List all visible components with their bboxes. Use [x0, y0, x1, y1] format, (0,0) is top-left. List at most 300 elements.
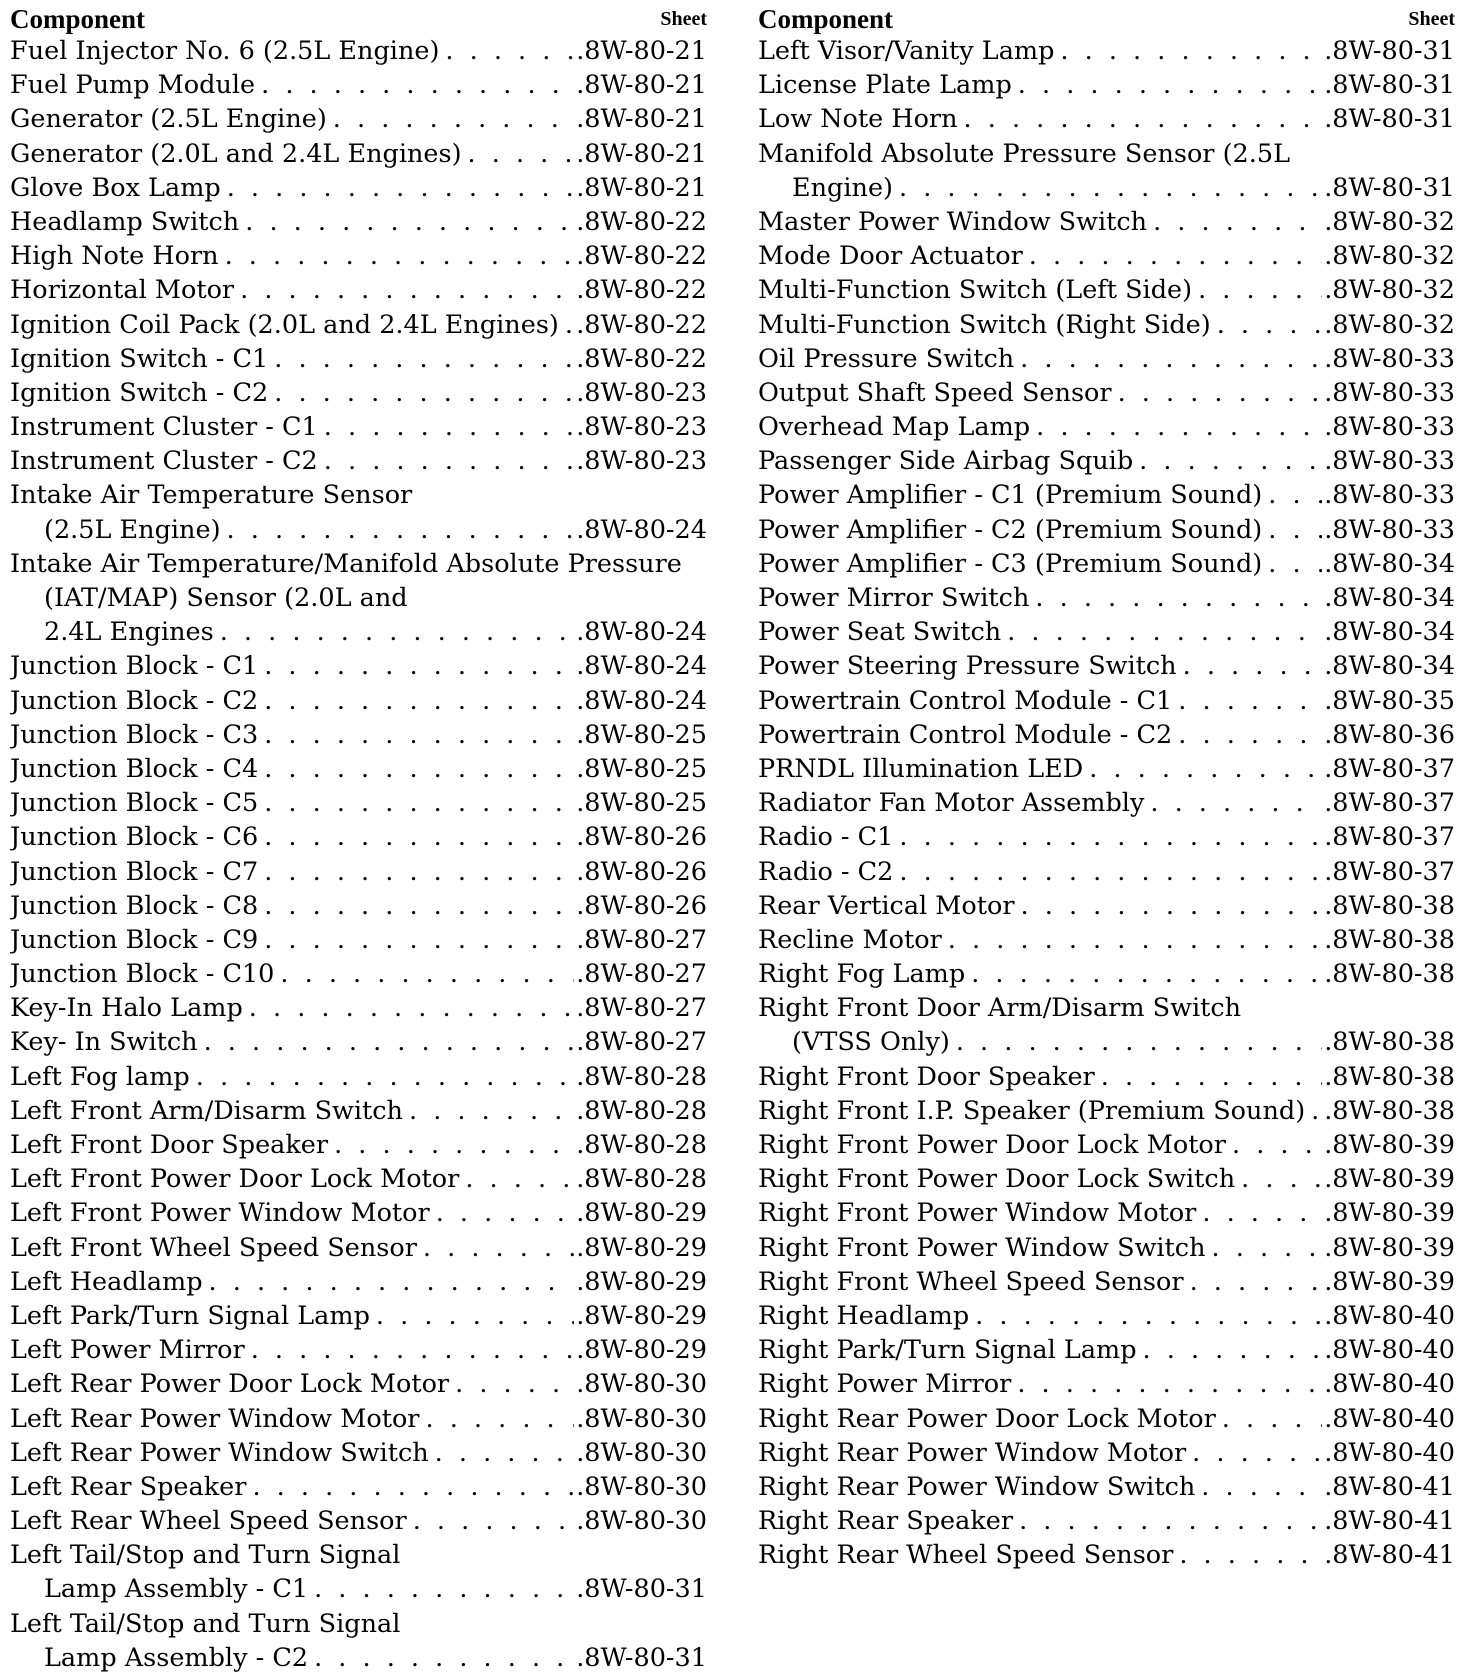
index-entry	[758, 1538, 1455, 1572]
sheet-number: .8W-80-31	[576, 1574, 707, 1605]
index-entry	[10, 1436, 707, 1470]
component-name: Left Power Mirror	[10, 1335, 245, 1366]
column-header	[10, 0, 707, 34]
component-name: 2.4L Engines	[44, 617, 214, 648]
index-entry	[758, 820, 1455, 854]
dot-leader	[964, 102, 1323, 136]
dot-leader	[971, 957, 1322, 991]
entry-row	[758, 1265, 1455, 1299]
sheet-number: .8W-80-29	[576, 1335, 707, 1366]
component-name: Radio - C1	[758, 822, 894, 853]
component-name: Junction Block - C4	[10, 753, 259, 784]
component-name: Right Rear Power Door Lock Motor	[758, 1403, 1216, 1434]
dot-leader	[1202, 1196, 1322, 1230]
sheet-number: .8W-80-24	[576, 651, 707, 682]
sheet-number: .8W-80-33	[1324, 480, 1455, 511]
sheet-number: .8W-80-26	[576, 890, 707, 921]
entry-row	[758, 1367, 1455, 1401]
dot-leader	[209, 1265, 575, 1299]
component-name: Junction Block - C2	[10, 685, 259, 716]
dot-leader	[1150, 786, 1322, 820]
component-name: (2.5L Engine)	[44, 514, 221, 545]
component-name: Powertrain Control Module - C2	[758, 719, 1173, 750]
index-entry	[10, 34, 707, 68]
index-entry	[758, 1299, 1455, 1333]
index-entry	[758, 1436, 1455, 1470]
sheet-number: .8W-80-27	[576, 924, 707, 955]
index-entry	[10, 1402, 707, 1436]
dot-leader	[1089, 752, 1322, 786]
entry-row	[758, 1231, 1455, 1265]
dot-leader	[264, 820, 574, 854]
entry-row	[10, 1367, 707, 1401]
dot-leader	[413, 1504, 574, 1538]
entry-row	[10, 376, 707, 410]
entry-row	[10, 1025, 707, 1059]
dot-leader	[204, 1025, 575, 1059]
component-name-line: (IAT/MAP) Sensor (2.0L and	[44, 583, 408, 613]
sheet-number: .8W-80-41	[1324, 1540, 1455, 1571]
component-name: Left Headlamp	[10, 1266, 203, 1297]
component-name: Power Seat Switch	[758, 617, 1002, 648]
sheet-number: .8W-80-30	[576, 1437, 707, 1468]
dot-leader	[1192, 1436, 1322, 1470]
dot-leader	[1101, 1060, 1322, 1094]
dot-leader	[324, 444, 574, 478]
sheet-number: .8W-80-26	[576, 856, 707, 887]
dot-leader	[334, 1128, 574, 1162]
entry-row	[758, 1504, 1455, 1538]
index-entry	[10, 1025, 707, 1059]
entry-row	[10, 1402, 707, 1436]
dot-leader	[1212, 1231, 1323, 1265]
dot-leader	[1143, 1333, 1323, 1367]
sheet-number: .8W-80-26	[576, 822, 707, 853]
component-name: Right Front Power Window Switch	[758, 1232, 1206, 1263]
sheet-number: .8W-80-34	[1324, 617, 1455, 648]
entry-row	[10, 102, 707, 136]
index-entry	[758, 718, 1455, 752]
sheet-number: .8W-80-36	[1324, 719, 1455, 750]
component-name: Right Rear Speaker	[758, 1506, 1014, 1537]
dot-leader	[1179, 1538, 1322, 1572]
entry-row	[10, 991, 707, 1025]
component-name: Power Mirror Switch	[758, 583, 1030, 613]
entry-row	[758, 1538, 1455, 1572]
index-entry	[758, 1470, 1455, 1504]
entry-row	[758, 342, 1455, 376]
sheet-number: .8W-80-28	[576, 1130, 707, 1160]
index-entry	[758, 1196, 1455, 1230]
entry-row	[10, 1641, 707, 1675]
entry-row	[758, 273, 1455, 307]
sheet-number: .8W-80-28	[576, 1095, 707, 1126]
dot-leader	[423, 1231, 574, 1265]
sheet-number: .8W-80-39	[1324, 1130, 1455, 1160]
entry-row	[758, 239, 1455, 273]
sheet-number: .8W-80-24	[576, 514, 707, 545]
index-entry	[10, 376, 707, 410]
index-entry	[10, 786, 707, 820]
sheet-number: .8W-80-21	[576, 138, 707, 169]
component-name: Horizontal Motor	[10, 275, 235, 306]
index-entry	[10, 547, 707, 650]
component-name: Junction Block - C9	[10, 924, 259, 955]
index-entry	[758, 1128, 1455, 1162]
component-name: Left Rear Power Window Switch	[10, 1437, 429, 1468]
component-name: Master Power Window Switch	[758, 206, 1148, 237]
index-entry	[10, 820, 707, 854]
dot-leader	[1139, 444, 1322, 478]
dot-leader	[1222, 1402, 1322, 1436]
sheet-number: .8W-80-38	[1324, 1027, 1455, 1058]
index-entry	[758, 308, 1455, 342]
sheet-number: .8W-80-38	[1324, 959, 1455, 990]
dot-leader	[948, 923, 1322, 957]
component-name: Rear Vertical Motor	[758, 890, 1015, 921]
dot-leader	[1153, 205, 1322, 239]
component-name: Right Fog Lamp	[758, 959, 966, 990]
sheet-number: .8W-80-25	[576, 753, 707, 784]
sheet-number: .8W-80-30	[576, 1403, 707, 1434]
index-entry	[758, 34, 1455, 68]
sheet-number: .8W-80-40	[1324, 1403, 1455, 1434]
component-name: (VTSS Only)	[792, 1027, 950, 1058]
entry-row	[10, 171, 707, 205]
index-entry	[758, 1333, 1455, 1367]
sheet-number: .8W-80-32	[1324, 206, 1455, 237]
right-column	[758, 0, 1455, 1572]
entry-row	[10, 718, 707, 752]
dot-leader	[436, 1196, 574, 1230]
sheet-number: .8W-80-24	[576, 617, 707, 648]
index-entry	[758, 68, 1455, 102]
entry-row	[10, 1231, 707, 1265]
entry-row	[758, 1470, 1455, 1504]
entry-row	[758, 376, 1455, 410]
component-name: Multi-Function Switch (Right Side)	[758, 309, 1211, 340]
dot-leader	[1060, 34, 1322, 68]
component-name-line: Intake Air Temperature Sensor	[10, 480, 413, 511]
sheet-number: .8W-80-31	[1324, 172, 1455, 203]
entry-row	[10, 1060, 707, 1094]
component-name: Engine)	[792, 172, 893, 203]
sheet-number: .8W-80-32	[1324, 309, 1455, 340]
component-name: Mode Door Actuator	[758, 241, 1023, 272]
dot-leader	[196, 1060, 574, 1094]
component-name: Junction Block - C6	[10, 822, 259, 853]
entry-row	[10, 68, 707, 102]
dot-leader	[1268, 513, 1322, 547]
entry-row	[10, 342, 707, 376]
dot-leader	[227, 513, 575, 547]
sheet-number: .8W-80-33	[1324, 514, 1455, 545]
component-name: Left Front Door Speaker	[10, 1130, 329, 1160]
index-entry	[10, 1265, 707, 1299]
index-entry	[758, 273, 1455, 307]
component-name-line: Intake Air Temperature/Manifold Absolute Pressure	[10, 548, 682, 579]
entry-row	[10, 889, 707, 923]
index-entry	[10, 273, 707, 307]
sheet-number: .8W-80-37	[1324, 788, 1455, 819]
entry-row	[758, 1060, 1455, 1094]
entry-row	[758, 1299, 1455, 1333]
component-name: Key- In Switch	[10, 1027, 198, 1058]
index-entry	[758, 1060, 1455, 1094]
dot-leader	[264, 684, 574, 718]
component-name: Instrument Cluster - C2	[10, 446, 318, 477]
dot-leader	[1232, 1128, 1322, 1162]
component-name: Left Rear Speaker	[10, 1471, 247, 1502]
entry-row	[10, 752, 707, 786]
sheet-number: .8W-80-31	[1324, 36, 1455, 66]
entry-row	[10, 1128, 707, 1162]
component-name: Radio - C2	[758, 856, 894, 887]
entry-row	[758, 923, 1455, 957]
index-entry	[758, 376, 1455, 410]
component-name: Overhead Map Lamp	[758, 412, 1031, 443]
dot-leader	[1268, 478, 1322, 512]
index-entry	[10, 239, 707, 273]
entry-row	[10, 205, 707, 239]
index-entry	[10, 957, 707, 991]
dot-leader	[1183, 649, 1323, 683]
sheet-number: .8W-80-22	[576, 343, 707, 374]
component-name: License Plate Lamp	[758, 70, 1012, 101]
entry-row	[10, 1196, 707, 1230]
component-name: Right Front Power Window Motor	[758, 1198, 1197, 1229]
dot-leader	[1217, 308, 1322, 342]
dot-leader	[245, 205, 574, 239]
entry-row	[10, 273, 707, 307]
index-entry	[758, 581, 1455, 615]
sheet-number: .8W-80-34	[1324, 651, 1455, 682]
component-name: Junction Block - C8	[10, 890, 259, 921]
index-entry	[10, 649, 707, 683]
component-name: Left Front Arm/Disarm Switch	[10, 1095, 403, 1126]
sheet-number: .8W-80-29	[576, 1300, 707, 1331]
component-name: Left Front Power Window Motor	[10, 1198, 430, 1229]
sheet-number: .8W-80-28	[576, 1164, 707, 1195]
entry-row	[10, 1299, 707, 1333]
sheet-number: .8W-80-37	[1324, 753, 1455, 784]
component-name: Power Amplifier - C1 (Premium Sound)	[758, 480, 1263, 511]
component-name: Left Rear Wheel Speed Sensor	[10, 1506, 407, 1537]
index-entry	[758, 478, 1455, 512]
index-entry	[10, 718, 707, 752]
entry-row	[10, 1470, 707, 1504]
sheet-number: .8W-80-22	[576, 241, 707, 272]
sheet-number: .8W-80-39	[1324, 1164, 1455, 1195]
sheet-number: .8W-80-23	[576, 446, 707, 477]
entry-row	[10, 684, 707, 718]
index-entry	[758, 957, 1455, 991]
dot-leader	[264, 855, 574, 889]
index-entry	[758, 205, 1455, 239]
index-entry	[10, 1162, 707, 1196]
column-header	[758, 0, 1455, 34]
entry-row	[10, 649, 707, 683]
sheet-number: .8W-80-38	[1324, 1095, 1455, 1126]
index-entry	[758, 923, 1455, 957]
sheet-number: .8W-80-34	[1324, 548, 1455, 579]
sheet-number: .8W-80-30	[576, 1471, 707, 1502]
dot-leader	[468, 137, 575, 171]
component-name: High Note Horn	[10, 241, 219, 272]
component-name: Output Shaft Speed Sensor	[758, 377, 1112, 408]
index-entry	[758, 855, 1455, 889]
component-name: Left Rear Power Door Lock Motor	[10, 1369, 450, 1400]
component-name: Multi-Function Switch (Left Side)	[758, 275, 1193, 306]
component-name: Junction Block - C5	[10, 788, 259, 819]
dot-leader	[1241, 1162, 1322, 1196]
component-name: Right Front Power Door Lock Switch	[758, 1164, 1236, 1195]
component-name: Recline Motor	[758, 924, 942, 955]
sheet-number: .8W-80-27	[576, 993, 707, 1024]
index-entry	[758, 547, 1455, 581]
entry-row	[758, 308, 1455, 342]
index-entry	[10, 889, 707, 923]
index-entry	[758, 684, 1455, 718]
sheet-number: .8W-80-39	[1324, 1232, 1455, 1263]
entry-row	[758, 649, 1455, 683]
component-name: Fuel Injector No. 6 (2.5L Engine)	[10, 36, 440, 66]
entry-row	[758, 102, 1455, 136]
component-name: Right Power Mirror	[758, 1369, 1012, 1400]
dot-leader	[280, 957, 574, 991]
dot-leader	[264, 718, 574, 752]
dot-leader	[333, 102, 574, 136]
dot-leader	[1019, 1504, 1322, 1538]
index-entry	[10, 1333, 707, 1367]
component-name-line: Manifold Absolute Pressure Sensor (2.5L	[758, 138, 1291, 169]
index-entry	[10, 1231, 707, 1265]
sheet-number: .8W-80-33	[1324, 412, 1455, 443]
sheet-number: .8W-80-30	[576, 1369, 707, 1400]
entry-row	[758, 615, 1455, 649]
dot-leader	[899, 171, 1322, 205]
dot-leader	[324, 410, 574, 444]
entry-row	[758, 205, 1455, 239]
index-entry	[758, 1402, 1455, 1436]
sheet-number: .8W-80-35	[1324, 685, 1455, 716]
index-entry	[10, 137, 707, 171]
dot-leader	[314, 1641, 574, 1675]
sheet-number: .8W-80-40	[1324, 1335, 1455, 1366]
entry-row	[10, 786, 707, 820]
index-entry	[10, 1094, 707, 1128]
component-name: Right Front I.P. Speaker (Premium Sound)	[758, 1095, 1306, 1126]
dot-leader	[1311, 1094, 1322, 1128]
index-entry	[10, 1538, 707, 1606]
index-entry	[758, 752, 1455, 786]
dot-leader	[1018, 68, 1322, 102]
entry-row	[10, 410, 707, 444]
entry-row	[10, 1162, 707, 1196]
entry-row	[758, 68, 1455, 102]
dot-leader	[465, 1162, 574, 1196]
index-entry	[10, 308, 707, 342]
sheet-number: .8W-80-40	[1324, 1300, 1455, 1331]
sheet-number: .8W-80-29	[576, 1232, 707, 1263]
component-name: Right Front Door Speaker	[758, 1061, 1095, 1092]
component-name: Junction Block - C10	[10, 959, 275, 990]
entry-row	[10, 1504, 707, 1538]
dot-leader	[249, 991, 574, 1025]
sheet-number: .8W-80-32	[1324, 241, 1455, 272]
component-name: Lamp Assembly - C1	[44, 1574, 309, 1605]
component-name: Oil Pressure Switch	[758, 343, 1015, 374]
entry-row	[10, 34, 707, 68]
component-name: Ignition Switch - C1	[10, 343, 269, 374]
dot-leader	[1029, 239, 1322, 273]
dot-leader	[1118, 376, 1323, 410]
dot-leader	[227, 171, 574, 205]
sheet-number: .8W-80-38	[1324, 924, 1455, 955]
component-name: Junction Block - C1	[10, 651, 259, 682]
component-name: Right Front Wheel Speed Sensor	[758, 1266, 1184, 1297]
entry-row	[10, 923, 707, 957]
sheet-number: .8W-80-39	[1324, 1266, 1455, 1297]
component-name: Ignition Coil Pack (2.0L and 2.4L Engines)	[10, 309, 559, 340]
sheet-number: .8W-80-23	[576, 377, 707, 408]
entry-row	[10, 308, 707, 342]
sheet-number: .8W-80-27	[576, 1027, 707, 1058]
component-name-line: Left Tail/Stop and Turn Signal	[10, 1540, 401, 1571]
entry-row	[758, 855, 1455, 889]
component-name: Left Fog lamp	[10, 1061, 190, 1092]
component-name: Passenger Side Airbag Squib	[758, 446, 1134, 477]
component-name: Right Headlamp	[758, 1300, 970, 1331]
dot-leader	[1178, 684, 1322, 718]
component-name: Left Front Power Door Lock Motor	[10, 1164, 460, 1195]
index-entry	[10, 444, 707, 478]
entry-row	[758, 581, 1455, 615]
component-name: Junction Block - C7	[10, 856, 259, 887]
index-entry	[758, 1094, 1455, 1128]
index-entry	[10, 1607, 707, 1675]
index-entry	[10, 923, 707, 957]
entry-row	[758, 1402, 1455, 1436]
dot-leader	[1035, 581, 1322, 615]
index-entry	[10, 1367, 707, 1401]
sheet-number: .8W-80-21	[576, 172, 707, 203]
sheet-number: .8W-80-22	[576, 206, 707, 237]
component-name: Generator (2.0L and 2.4L Engines)	[10, 138, 462, 169]
index-entry	[10, 1128, 707, 1162]
index-entry	[758, 410, 1455, 444]
sheet-number: .8W-80-41	[1324, 1506, 1455, 1537]
component-name: Key-In Halo Lamp	[10, 993, 243, 1024]
dot-leader	[264, 889, 574, 923]
index-entry	[758, 1162, 1455, 1196]
index-entry	[758, 1367, 1455, 1401]
dot-leader	[565, 308, 574, 342]
sheet-number: .8W-80-25	[576, 719, 707, 750]
entry-row	[758, 478, 1455, 512]
left-entry-list	[10, 34, 707, 1675]
entry-row	[10, 820, 707, 854]
index-entry	[10, 1299, 707, 1333]
sheet-number: .8W-80-31	[1324, 70, 1455, 101]
index-entry	[10, 171, 707, 205]
index-entry	[758, 239, 1455, 273]
component-header: Component	[758, 4, 894, 34]
component-name: Right Rear Power Window Motor	[758, 1437, 1187, 1468]
index-entry	[758, 615, 1455, 649]
index-entry	[10, 205, 707, 239]
component-header: Component	[10, 4, 146, 34]
